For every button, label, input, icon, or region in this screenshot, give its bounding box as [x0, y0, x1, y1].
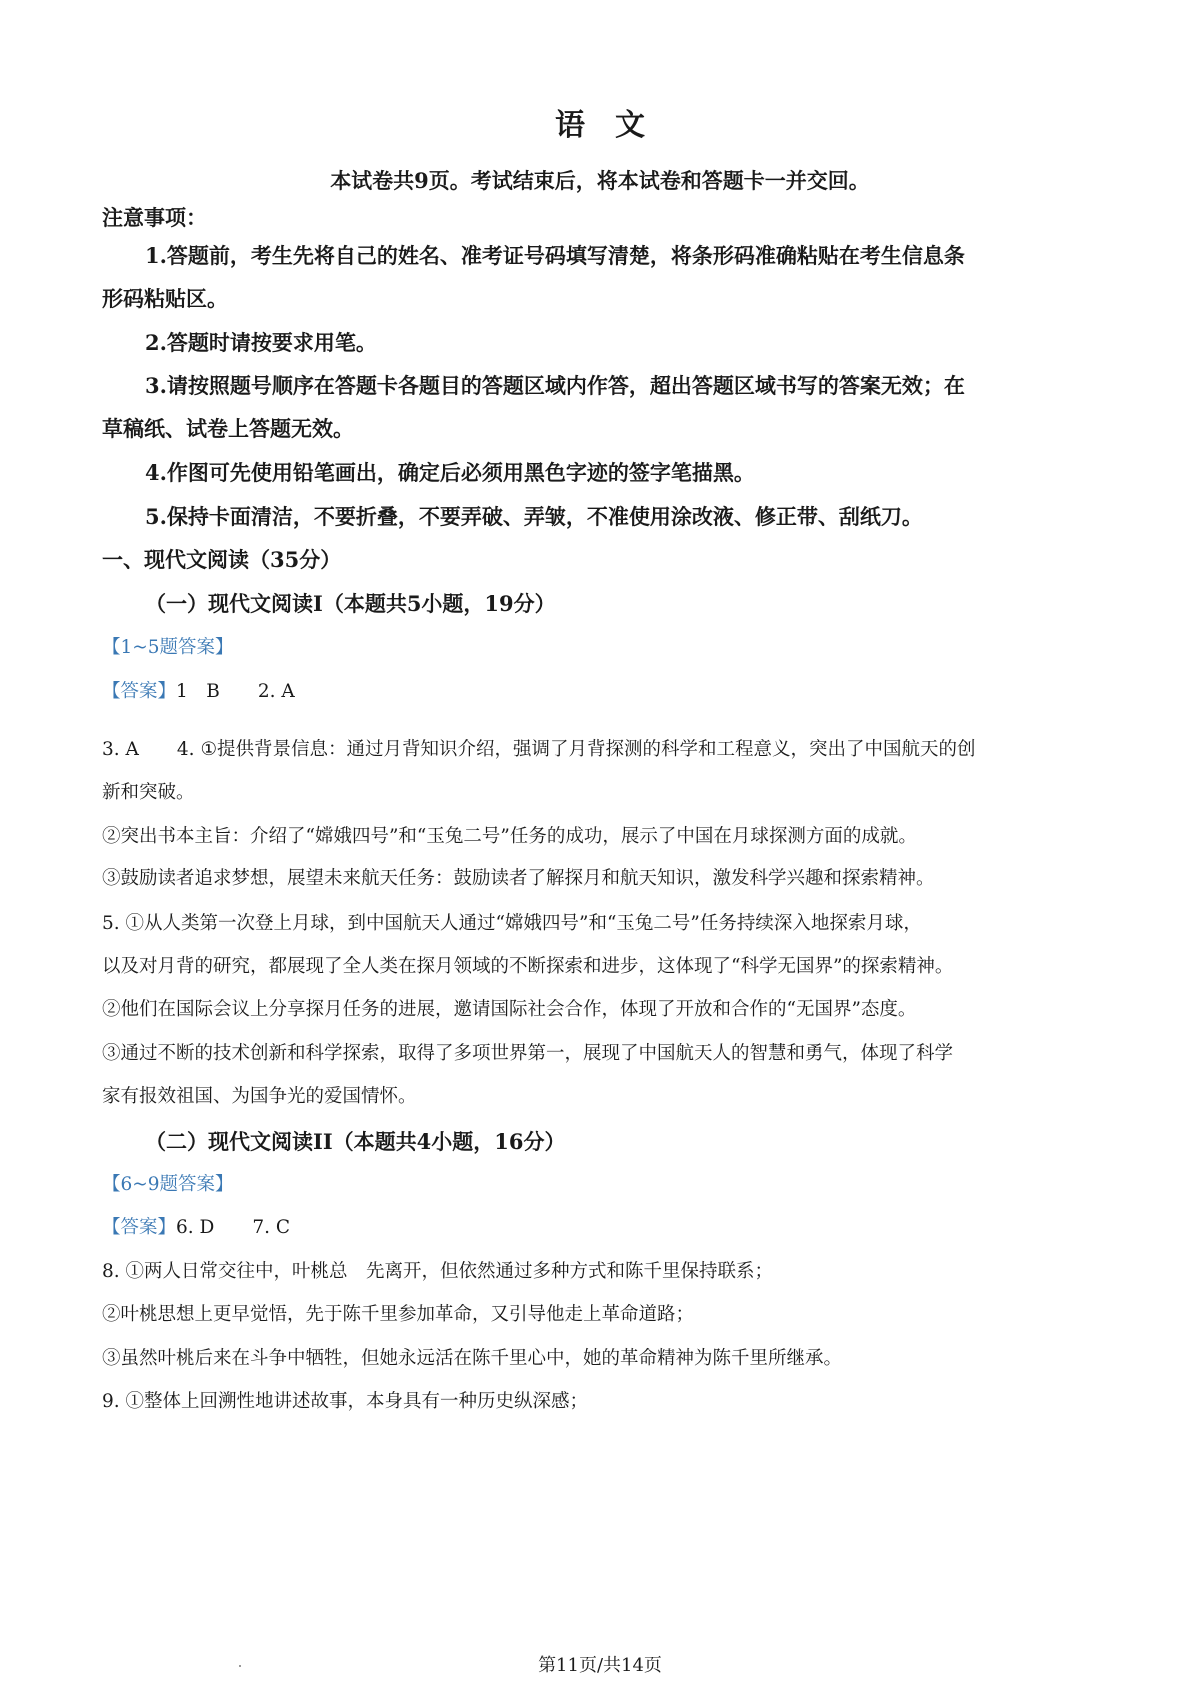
notice-heading: 注意事项： — [102, 205, 207, 230]
part-2-answer-tag: 【6~9题答案】 — [102, 1174, 234, 1195]
answer-q6: 6. D — [176, 1217, 215, 1238]
answer-q5: 5. ①从人类第一次登上月球，到中国航天人通过“嫦娥四号”和“玉兔二号”任务持续深入地探索月球， — [102, 913, 922, 934]
notice-item-2: 2.答题时请按要求用笔。 — [145, 330, 377, 355]
part-2-heading: （二）现代文阅读II（本题共4小题，16分） — [145, 1129, 566, 1154]
part-1-answer-tag: 【1~5题答案】 — [102, 637, 234, 658]
answer-q3-q4 — [102, 735, 976, 761]
answer-label: 【答案】 — [102, 681, 177, 702]
section-1-heading: 一、现代文阅读（35分） — [102, 547, 342, 572]
answer-label: 【答案】 — [102, 1217, 177, 1238]
notice-item-3-cont: 草稿纸、试卷上答题无效。 — [102, 416, 354, 441]
answer-q7: 7. C — [252, 1217, 291, 1238]
answer-q4-cont: 新和突破。 — [102, 782, 195, 803]
answer-q5-point-3-cont: 家有报效祖国、为国争光的爱国情怀。 — [102, 1086, 417, 1107]
part-1-heading: （一）现代文阅读Ⅰ（本题共5小题，19分） — [145, 591, 556, 616]
part-1-answer-line — [102, 677, 295, 703]
answer-q8-point-3: ③虽然叶桃后来在斗争中牺牲，但她永远活在陈千里心中，她的革命精神为陈千里所继承。 — [102, 1348, 843, 1369]
answer-q5-point-2: ②他们在国际会议上分享探月任务的进展，邀请国际社会合作，体现了开放和合作的“无国界”态度。 — [102, 999, 917, 1020]
answer-q4-point-3: ③鼓励读者追求梦想，展望未来航天任务：鼓励读者了解探月和航天知识，激发科学兴趣和探索精神。 — [102, 868, 935, 889]
page-number-footer: 第11页/共14页 — [538, 1655, 662, 1676]
answer-q5-cont: 以及对月背的研究，都展现了全人类在探月领域的不断探索和进步，这体现了“科学无国界”的探索精神。 — [102, 956, 954, 977]
exam-instructions-subtitle: 本试卷共9页。考试结束后，将本试卷和答题卡一并交回。 — [330, 168, 870, 193]
answer-q8-point-2: ②叶桃思想上更早觉悟，先于陈千里参加革命，又引导他走上革命道路； — [102, 1304, 695, 1325]
notice-item-1: 1.答题前，考生先将自己的姓名、准考证号码填写清楚，将条形码准确粘贴在考生信息条 — [145, 243, 965, 268]
answer-q1: 1 B — [176, 681, 220, 702]
notice-item-5: 5.保持卡面清洁，不要折叠，不要弄破、弄皱，不准使用涂改液、修正带、刮纸刀。 — [145, 504, 923, 529]
answer-q4-point-2: ②突出书本主旨：介绍了“嫦娥四号”和“玉兔二号”任务的成功，展示了中国在月球探测方面的成就。 — [102, 826, 917, 847]
answer-q3: 3. A — [102, 739, 139, 760]
part-2-answer-line — [102, 1213, 290, 1239]
answer-q2: 2. A — [257, 681, 295, 702]
answer-q4: 4. ①提供背景信息：通过月背知识介绍，强调了月背探测的科学和工程意义，突出了中国航天的创 — [176, 739, 976, 760]
notice-item-4: 4.作图可先使用铅笔画出，确定后必须用黑色字迹的签字笔描黑。 — [145, 460, 755, 485]
answer-q8: 8. ①两人日常交往中，叶桃总 先离开，但依然通过多种方式和陈千里保持联系； — [102, 1261, 774, 1282]
notice-item-3: 3.请按照题号顺序在答题卡各题目的答题区域内作答，超出答题区域书写的答案无效；在 — [145, 373, 965, 398]
notice-item-1-cont: 形码粘贴区。 — [102, 286, 228, 311]
answer-q9: 9. ①整体上回溯性地讲述故事，本身具有一种历史纵深感； — [102, 1391, 589, 1412]
answer-q5-point-3: ③通过不断的技术创新和科学探索，取得了多项世界第一，展现了中国航天人的智慧和勇气，体现了科学 — [102, 1043, 954, 1064]
page-title: 语文 — [555, 108, 675, 143]
